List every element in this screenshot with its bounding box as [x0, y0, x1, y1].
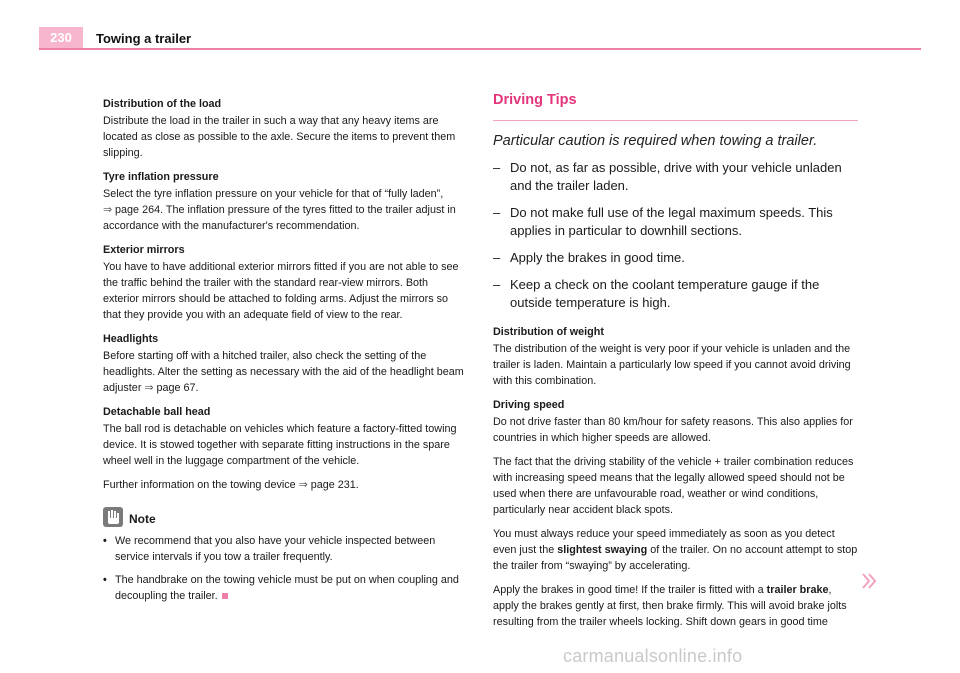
speed-text-2: The fact that the driving stability of the vehicle + trailer combination reduces with increasing speed means that the legally allowed speed should not be used when there are unfavourable road, weather or wind conditions, particularly near accident black spots. — [493, 456, 854, 516]
mirrors-text: You have to have additional exterior mirrors fitted if you are not able to see the traffic behind the trailer with the standard rear-view mirrors. Both exterior mirrors should be attached to folding arms. Adjust the mirrors so that they provide you with an adequate field of view to the rear. — [103, 261, 459, 321]
page-number: 230 — [39, 27, 83, 49]
page-header-title: Towing a trailer — [96, 31, 192, 46]
tip-text: Apply the brakes in good time. — [510, 250, 685, 265]
page-ref-arrow-icon: ⇒ — [298, 479, 308, 491]
tip-text: Do not, as far as possible, drive with your vehicle unladen and the trailer laden. — [510, 160, 842, 193]
list-item — [493, 249, 858, 267]
note-item — [103, 572, 467, 604]
weight-heading: Distribution of weight — [493, 326, 604, 338]
page-ref-arrow-icon: ⇒ — [103, 204, 113, 216]
section-title: Driving Tips — [493, 92, 577, 108]
load-heading: Distribution of the load — [103, 98, 222, 110]
ballhead-heading: Detachable ball head — [103, 406, 211, 418]
tip-text: Keep a check on the coolant temperature gauge if the outside temperature is high. — [510, 277, 820, 310]
watermark: carmanualsonline.info — [563, 646, 743, 666]
headlights-heading: Headlights — [103, 333, 159, 345]
further-text-a: Further information on the towing device — [103, 479, 299, 491]
ballhead-text: The ball rod is detachable on vehicles which feature a factory-fitted towing device. It is stowed together with separate fitting instructions in the spare wheel well in the luggage compartment of the vehicle. — [103, 423, 457, 467]
dash-icon: – — [493, 277, 501, 292]
headlights-text — [103, 348, 467, 396]
further-info-text — [103, 477, 467, 493]
speed-text-3a: You must always reduce your speed immediately as soon as you detect even just the — [493, 528, 835, 556]
speed-heading: Driving speed — [493, 399, 565, 411]
note-label: Note — [129, 512, 156, 526]
list-item — [493, 276, 858, 312]
tyre-text-b[interactable]: page 264. The inflation pressure of the tyres fitted to the trailer adjust in accordance with the manufacturer's recommendation. — [103, 204, 456, 232]
note-item-text: We recommend that you also have your vehicle inspected between service intervals if you tow a trailer frequently. — [115, 535, 436, 563]
section-end-icon — [222, 593, 228, 599]
speed-text-3b: of the trailer. On no account attempt to stop the trailer from “swaying” by accelerating. — [493, 544, 858, 572]
speed-text-1: Do not drive faster than 80 km/hour for safety reasons. This also applies for countries in which higher speeds are allowed. — [493, 416, 853, 444]
tip-text: Do not make full use of the legal maximum speeds. This applies in particular to downhill sections. — [510, 205, 833, 238]
load-text: Distribute the load in the trailer in such a way that any heavy items are located as close as possible to the axle. Secure the items to prevent them slipping. — [103, 115, 456, 159]
dash-icon: – — [493, 160, 501, 175]
mirrors-heading: Exterior mirrors — [103, 244, 185, 256]
dash-icon: – — [493, 205, 501, 220]
speed-text-4a: Apply the brakes in good time! If the trailer is fitted with a — [493, 584, 767, 596]
further-page-ref[interactable]: page 231. — [307, 479, 359, 491]
tyre-text — [103, 186, 467, 234]
speed-text-4-bold: trailer brake — [766, 584, 829, 596]
bullet-icon: • — [103, 535, 107, 547]
weight-text: The distribution of the weight is very poor if your vehicle is unladen and the trailer is laden. Maintain a particularly low speed if you cannot avoid driving with this combination. — [493, 343, 851, 387]
note-item-text: The handbrake on the towing vehicle must be put on when coupling and decoupling the trailer. — [115, 574, 459, 602]
headlights-text-a: Before starting off with a hitched trailer, also check the setting of the headlights. Alter the setting as necessary with the aid of the headlight beam adjuster — [103, 350, 464, 394]
left-column — [103, 96, 467, 611]
note-item — [103, 533, 467, 565]
page-ref-arrow-icon: ⇒ — [144, 382, 154, 394]
tyre-text-a: Select the tyre inflation pressure on your vehicle for that of “fully laden”, — [103, 188, 444, 200]
right-column — [493, 92, 858, 638]
section-rule — [493, 120, 858, 121]
dash-icon: – — [493, 250, 501, 265]
tips-list — [493, 159, 858, 312]
hand-note-icon — [103, 507, 123, 527]
lead-text: Particular caution is required when towing a trailer. — [493, 133, 818, 149]
list-item — [493, 204, 858, 240]
speed-text-3 — [493, 526, 858, 574]
note-header — [103, 507, 467, 527]
bullet-icon: • — [103, 574, 107, 586]
headlights-page-ref[interactable]: page 67. — [153, 382, 199, 394]
speed-text-4b: , apply the brakes gently at first, then brake firmly. This will avoid brake jolts resulting from the trailer wheels locking. Shift down gears in good time — [493, 584, 847, 628]
list-item — [493, 159, 858, 195]
next-page-arrow-icon[interactable] — [861, 572, 877, 595]
speed-text-4 — [493, 582, 858, 630]
speed-text-3-bold: slightest swaying — [557, 544, 648, 556]
header-rule — [39, 48, 921, 50]
tyre-heading: Tyre inflation pressure — [103, 171, 219, 183]
